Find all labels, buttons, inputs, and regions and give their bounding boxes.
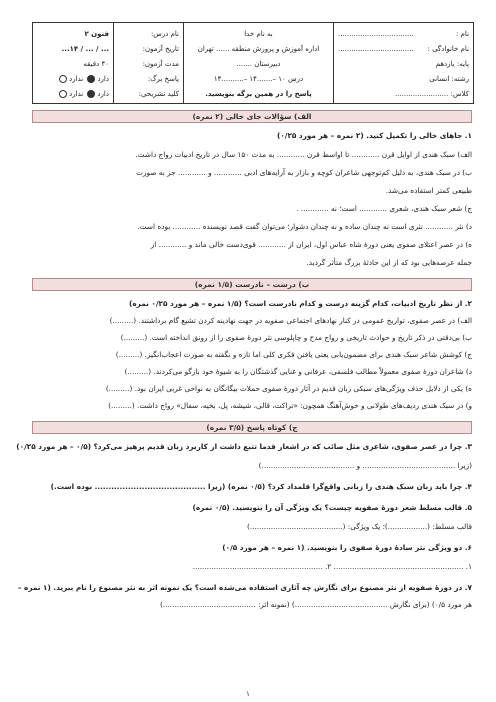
exam-header: [32, 22, 474, 104]
education-office: اداره آموزش و پرورش منطقه ...... تهران: [197, 45, 320, 53]
exam-labels-column: [113, 23, 183, 103]
q1-d: د) نثر ............ نثری است نه چندان ساده و نه چندان دشوار؛ می‌توان گفت قصد نویسنده ............ بوده است.: [137, 222, 472, 231]
q2-a: الف) در عصر صفوی، تواریخ عمومی در کنار نهادهای اجتماعی صفویه در جهت نهادینه کردن تشیع گام برداشتند. (.........): [109, 316, 472, 325]
section-a-title: الف) سؤالات جای خالی (۲ نمره): [32, 110, 472, 123]
class-label: کلاس: ........................: [394, 90, 469, 98]
duration-label: مدت آزمون:: [142, 60, 179, 68]
course-value: فنون ۲: [84, 30, 109, 38]
q1-b-cont: طبیعی کمتر استفاده می‌شد.: [385, 186, 472, 195]
student-family-label: نام خانوادگی :: [427, 45, 469, 53]
q1-b: ب) در سبک هندی، به دلیل کم‌توجهی شاعران کوچه و بازار به آرایه‌های ادبی ............ و ............ جز به صورت: [136, 168, 472, 177]
bismillah: به نام خدا: [244, 30, 273, 38]
key-radio-no-label: ندارد: [69, 90, 84, 98]
student-name-label: نام :: [456, 30, 469, 38]
radio-no-label: ندارد: [69, 75, 84, 83]
exam-values-column: [33, 23, 113, 103]
course-code: درس ۱۰ –.......۱۴ –..........۱۴: [213, 75, 304, 83]
question-1: ۱. جاهای خالی را تکمیل کنید. (۲ نمره – هر مورد ۰/۲۵): [277, 131, 472, 140]
school-name: دبیرستان .......: [236, 60, 281, 68]
q7-answer[interactable]: هر مورد ۰/۵) (برای نگارش ........................................) (نمونه اثر: ........................................): [160, 600, 472, 609]
section-c-title: ج) کوتاه پاسخ (۳/۵ نمره): [32, 421, 472, 434]
field-label: رشته: انسانی: [429, 75, 469, 83]
student-info-column: [333, 23, 473, 103]
section-b-title: ب) درست – نادرست (۱/۵ نمره): [32, 278, 472, 291]
key-options: [57, 89, 109, 99]
question-6: ۶. دو ویژگی نثر سادهٔ دورهٔ صفوی را بنویسید. (۱ نمره – هر مورد ۰/۵): [222, 543, 472, 552]
school-info-column: [183, 23, 333, 103]
q1-a: الف) سبک هندی از اوایل قرن ............ تا اواسط قرن ............ به مدت ۱۵۰ سال در تاریخ ادبیات رواج داشت.: [135, 150, 472, 159]
answer-sheet-options: [57, 74, 109, 84]
grade-label: پایه: یازدهم: [435, 60, 469, 68]
q1-e: ه) در عصر اعتلای صفوی یعنی دورهٔ شاه عباس اول، ایران از ............ قوی‌دست خالی ماند و ............ از: [150, 240, 472, 249]
duration-value: ۴۰ دقیقه: [83, 60, 109, 68]
q2-e: ه) یکی از دلایل حذف ویژگی‌های سبکی زبان قدیم در آثار دورهٔ صفوی حملات بیگانگان به نواحی غربی ایران بود. (.........): [105, 384, 472, 393]
key-radio-yes[interactable]: [87, 90, 95, 98]
question-5: ۵. قالب مسلط شعر دورهٔ صفویه چیست؟ یک ویژگی آن را بنویسید. (۰/۵ نمره): [192, 503, 472, 512]
q2-f: و) در سبک هندی ردیف‌های طولانی و خوش‌آهنگ همچون: «تراکت، قالی، شیشه، پل، بخیه، سفال» رواج داشت. (.........): [108, 401, 472, 410]
q2-d: د) شاعران دورهٔ صفوی معمولاً مطالب فلسفی، عرفانی و غنایی گذشتگان را به شیوهٔ خود بازگو می‌کردند. (.........): [124, 367, 472, 376]
key-radio-yes-label: دارد: [97, 90, 109, 98]
q5-answer[interactable]: قالب مسلط: (.................)؛ یک ویژگی: (........................................): [247, 522, 472, 531]
q1-c: ج) شعر سبک هندی، شعری ............ است؛ نه ............ .: [296, 204, 472, 213]
answer-instruction: پاسخ را در همین برگه بنویسید.: [205, 90, 312, 98]
student-family-field[interactable]: ..................................: [338, 45, 414, 53]
question-2: ۲. از نظر تاریخ ادبیات، کدام گزینه درست و کدام نادرست است؟ (۱/۵ نمره – هر مورد ۰/۲۵ نمره): [129, 299, 472, 308]
radio-yes-label: دارد: [97, 75, 109, 83]
key-radio-no[interactable]: [59, 90, 67, 98]
question-4: ۴. چرا باید زبان سبک هندی را زبانی واقع‌گرا قلمداد کرد؟ (۰/۵ نمره) (زیرا ........................................ بوده است.): [50, 482, 472, 491]
page-number: ۱: [246, 690, 250, 698]
q1-e-cont: جمله عرصه‌هایی بود که از این حادثهٔ بزرگ متأثر گردید.: [306, 258, 472, 267]
date-value: ... / ... / ۱۴...: [61, 45, 109, 53]
key-label: کلید تشریحی:: [138, 90, 179, 98]
q6-answer[interactable]: ۱. ........................................................ ۲. ........................................................: [192, 562, 472, 571]
student-name-field[interactable]: ..................................: [338, 30, 414, 38]
date-label: تاریخ آزمون:: [142, 45, 179, 53]
question-7: ۷. در دورهٔ صفویه از نثر مصنوع برای نگارش چه آثاری استفاده می‌شده است؟ یک نمونه اثر به نثر مصنوع را نام ببرید. (۱ نمره –: [17, 583, 472, 592]
q3-answer[interactable]: (زیرا ........................................ و ........................................): [258, 461, 472, 470]
course-label: نام درس:: [150, 30, 179, 38]
answer-sheet-label: پاسخ برگ:: [147, 75, 179, 83]
q2-c: ج) کوشش شاعر سبک هندی برای مضمون‌یابی یعنی یافتن فکری کلی اما تازه و نگفته به صورت اعجاب‌انگیز. (.........): [115, 350, 472, 359]
q2-b: ب) بی‌دقتی در ذکر تاریخ و حوادث تاریخی و رواج مدح و چاپلوسی نثر دورهٔ صفوی را از رونق انداخته است. (.........): [120, 333, 472, 342]
radio-no[interactable]: [59, 75, 67, 83]
radio-yes[interactable]: [87, 75, 95, 83]
question-3: ۳. چرا در عصر صفوی، شاعری مثل صائب که در اشعار قدما تتبع داشت از کاربرد زبان قدیم پرهیز می‌کرد؟ (۰/۵ – هر مورد ۰/۲۵): [16, 442, 472, 451]
